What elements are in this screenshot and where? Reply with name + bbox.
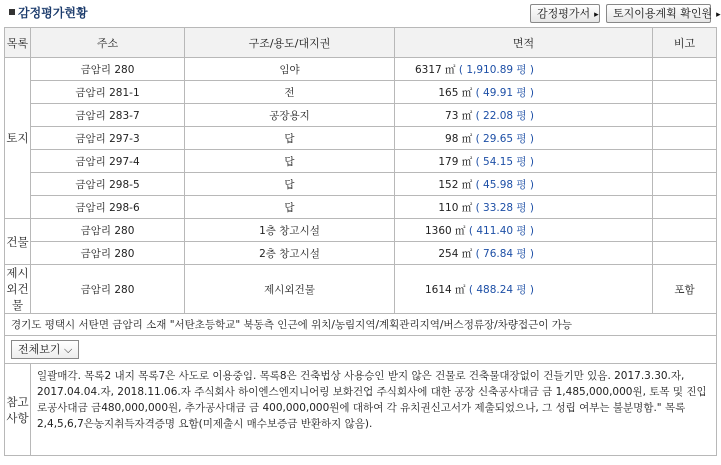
- structure-cell: 공장용지: [185, 104, 395, 127]
- remarks-cell: [653, 127, 717, 150]
- area-sqm: 6317 ㎡: [414, 63, 456, 76]
- address-cell: 금암리 280: [31, 242, 185, 265]
- area-pyeong: ( 1,910.89 평 ): [458, 63, 534, 76]
- area-sqm: 165 ㎡: [438, 86, 473, 99]
- area-sqm: 1360 ㎡: [425, 224, 466, 237]
- remarks-cell: [653, 104, 717, 127]
- area-pyeong: ( 411.40 평 ): [468, 224, 534, 237]
- appraisal-report-button[interactable]: 감정평가서 ▸: [530, 4, 600, 23]
- area-sqm: 110 ㎡: [438, 201, 473, 214]
- remarks-cell: [653, 81, 717, 104]
- area-cell: [395, 196, 653, 219]
- address-cell: 금암리 281-1: [31, 81, 185, 104]
- area-cell: [395, 81, 653, 104]
- structure-cell: 1층 창고시설: [185, 219, 395, 242]
- area-pyeong: ( 76.84 평 ): [475, 247, 534, 260]
- table-row: [5, 58, 717, 81]
- location-note: 경기도 평택시 서탄면 금암리 소재 "서탄초등학교" 북동측 인근에 위치/농림지역/계획관리지역/버스정류장/차량접근이 가능: [5, 314, 717, 336]
- structure-cell: 전: [185, 81, 395, 104]
- table-row: [5, 173, 717, 196]
- remarks-cell: 포함: [653, 265, 717, 314]
- structure-cell: 답: [185, 196, 395, 219]
- area-pyeong: ( 45.98 평 ): [475, 178, 534, 191]
- table-row: [5, 104, 717, 127]
- title-bar: [0, 0, 720, 28]
- remarks-cell: [653, 173, 717, 196]
- appraisal-table: [4, 27, 717, 456]
- area-pyeong: ( 29.65 평 ): [475, 132, 534, 145]
- location-row: [5, 314, 717, 336]
- area-sqm: 1614 ㎡: [425, 283, 466, 296]
- table-row: [5, 219, 717, 242]
- area-sqm: 73 ㎡: [445, 109, 473, 122]
- table-row: [5, 242, 717, 265]
- area-cell: [395, 58, 653, 81]
- area-pyeong: ( 33.28 평 ): [475, 201, 534, 214]
- remarks-cell: [653, 242, 717, 265]
- area-cell: [395, 104, 653, 127]
- table-row: [5, 196, 717, 219]
- area-sqm: 152 ㎡: [438, 178, 473, 191]
- remarks-cell: [653, 219, 717, 242]
- address-cell: 금암리 280: [31, 219, 185, 242]
- category-cell: 제시외건물: [6, 266, 29, 312]
- reference-label: 참고사항: [5, 364, 31, 456]
- area-pyeong: ( 49.91 평 ): [475, 86, 534, 99]
- area-cell: [395, 173, 653, 196]
- view-all-label: 전체보기: [18, 343, 61, 356]
- col-header-list: 목록: [5, 28, 31, 58]
- structure-cell: 답: [185, 173, 395, 196]
- address-cell: 금암리 297-3: [31, 127, 185, 150]
- address-cell: 금암리 280: [31, 58, 185, 81]
- remarks-cell: [653, 150, 717, 173]
- chevron-right-icon: ▸: [716, 10, 721, 20]
- area-cell: [395, 219, 653, 242]
- area-pyeong: ( 22.08 평 ): [475, 109, 534, 122]
- structure-cell: 2층 창고시설: [185, 242, 395, 265]
- structure-cell: 임야: [185, 58, 395, 81]
- land-use-plan-button[interactable]: 토지이용계획 확인원 ▸: [606, 4, 711, 23]
- structure-cell: 답: [185, 150, 395, 173]
- category-cell: 건물: [5, 219, 31, 265]
- chevron-right-icon: ▸: [594, 10, 599, 20]
- area-cell: [395, 265, 653, 314]
- table-row: [5, 150, 717, 173]
- area-cell: [395, 127, 653, 150]
- reference-text: 일괄매각. 목록2 내지 목록7은 사도로 이용중임. 목록8은 건축법상 사용승인 받지 않은 건물로 건축물대장없이 건들기만 있음. 2017.3.30.자, 2017.04.04.자, 2018.11.06.자 주식회사 하이엔스엔지니어링 보화건업 주식회사에 대한 공장 신축공사대금 금 1,485,000,000원, 토목 및 진입로공사대금 금480,000,000원, 추가공사대금 금 400,000,000원에 대하여 각 유치권신고서가 제출되었으나, 그 성립 여부는 불분명함." 목록2,4,5,6,7은농지취득자격증명 요함(미제출시 매수보증금 반환하지 않음).: [31, 364, 717, 456]
- col-header-address: 주소: [31, 28, 185, 58]
- view-select-cell: [5, 336, 717, 364]
- col-header-remarks: 비고: [653, 28, 717, 58]
- square-bullet-icon: [9, 9, 15, 15]
- area-sqm: 98 ㎡: [445, 132, 473, 145]
- address-cell: 금암리 298-5: [31, 173, 185, 196]
- appraisal-table-container: [4, 27, 716, 456]
- col-header-area: 면적: [395, 28, 653, 58]
- reference-row: [5, 364, 717, 456]
- structure-cell: 답: [185, 127, 395, 150]
- view-select-row: [5, 336, 717, 364]
- area-cell: [395, 150, 653, 173]
- area-sqm: 179 ㎡: [438, 155, 473, 168]
- structure-cell: 제시외건물: [185, 265, 395, 314]
- address-cell: 금암리 298-6: [31, 196, 185, 219]
- remarks-cell: [653, 196, 717, 219]
- view-all-select[interactable]: [11, 340, 79, 359]
- chevron-down-icon: ⌵: [60, 343, 73, 356]
- category-cell: 토지: [5, 58, 31, 219]
- area-pyeong: ( 54.15 평 ): [475, 155, 534, 168]
- table-row: [5, 127, 717, 150]
- page-title: 감정평가현황: [18, 6, 88, 20]
- area-sqm: 254 ㎡: [438, 247, 473, 260]
- address-cell: 금암리 280: [31, 265, 185, 314]
- table-row: [5, 81, 717, 104]
- address-cell: 금암리 297-4: [31, 150, 185, 173]
- area-cell: [395, 242, 653, 265]
- col-header-structure: 구조/용도/대지권: [185, 28, 395, 58]
- address-cell: 금암리 283-7: [31, 104, 185, 127]
- remarks-cell: [653, 58, 717, 81]
- table-row: [5, 265, 717, 314]
- area-pyeong: ( 488.24 평 ): [468, 283, 534, 296]
